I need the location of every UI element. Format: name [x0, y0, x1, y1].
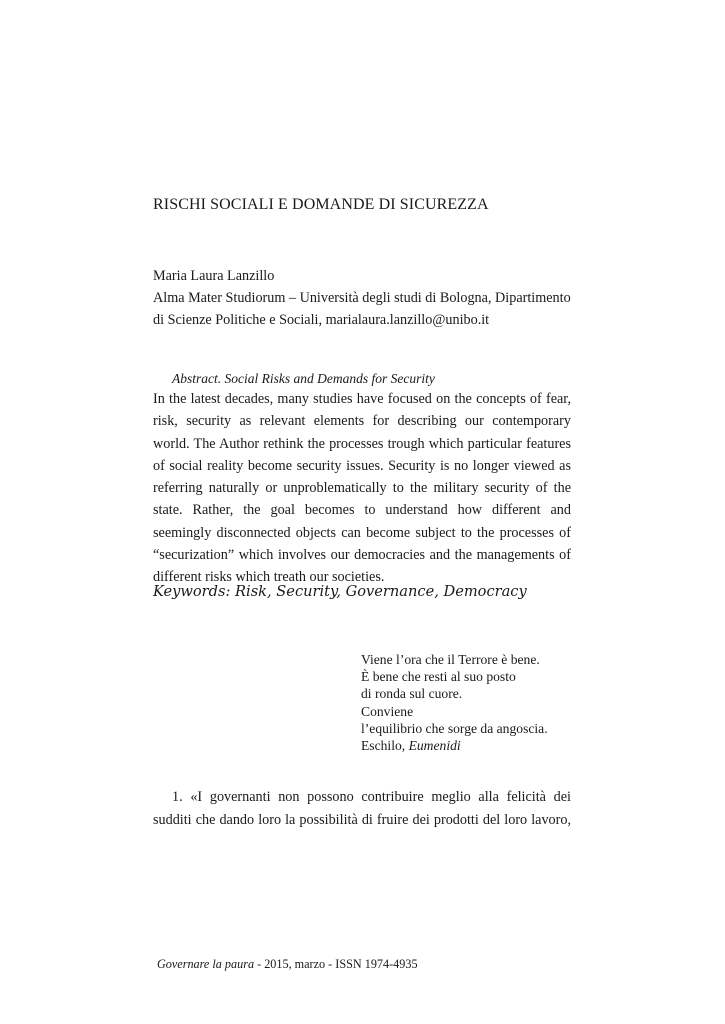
epigraph-attribution [361, 737, 591, 754]
epigraph-line: di ronda sul cuore. [361, 686, 463, 702]
epigraph-line: Viene l’ora che il Terrore è bene. [361, 652, 540, 667]
abstract-line: different risks which treath our societies. [153, 569, 385, 586]
abstract-heading: Abstract. Social Risks and Demands for Security [172, 371, 435, 386]
abstract-line: state. Rather, the goal becomes to understand how different and [153, 502, 571, 519]
keywords [153, 583, 573, 600]
epigraph [361, 651, 591, 754]
abstract-line: of social reality become security issues. Security is no longer viewed as [153, 457, 571, 474]
footer-journal: Governare la paura [157, 957, 255, 971]
author-affiliation-line-2: di Scienze Politiche e Sociali, marialaura.lanzillo@unibo.it [153, 312, 490, 328]
abstract-line: “securization” which involves our democracies and the managements of [153, 547, 571, 564]
article-title: RISCHI SOCIALI E DOMANDE DI SICUREZZA [153, 196, 489, 213]
body-paragraph [153, 786, 571, 831]
footer-details: - 2015, marzo - ISSN 1974-4935 [254, 957, 418, 971]
keywords-label: Keywords [153, 583, 226, 600]
page-footer [157, 957, 577, 972]
abstract-line: referring naturally or unproblematically to the military security of the [153, 480, 571, 497]
abstract-line: In the latest decades, many studies have focused on the concepts of fear, [153, 391, 571, 407]
epigraph-author: Eschilo, [361, 738, 409, 754]
keywords-value: : Risk, Security, Governance, Democracy [225, 583, 527, 600]
abstract-line: world. The Author rethink the processes trough which particular features [153, 435, 571, 452]
author-affiliation-line-1: Alma Mater Studiorum – Università degli studi di Bologna, Dipartimento [153, 290, 571, 306]
abstract-line: seemingly disconnected objects can become subject to the processes of [153, 524, 571, 541]
abstract-body [153, 388, 571, 589]
epigraph-line: Conviene [361, 703, 414, 719]
author-name: Maria Laura Lanzillo [153, 268, 275, 284]
author-block [153, 265, 573, 331]
body-line: 1. «I governanti non possono contribuire meglio alla felicità dei [172, 789, 571, 805]
epigraph-work: Eumenidi [408, 738, 461, 754]
epigraph-line: l’equilibrio che sorge da angoscia. [361, 720, 548, 736]
epigraph-line: È bene che resti al suo posto [361, 669, 516, 685]
body-line: sudditi che dando loro la possibilità di fruire dei prodotti del loro lavoro, [153, 811, 571, 828]
abstract-line: risk, security as relevant elements for describing our contemporary [153, 413, 571, 430]
